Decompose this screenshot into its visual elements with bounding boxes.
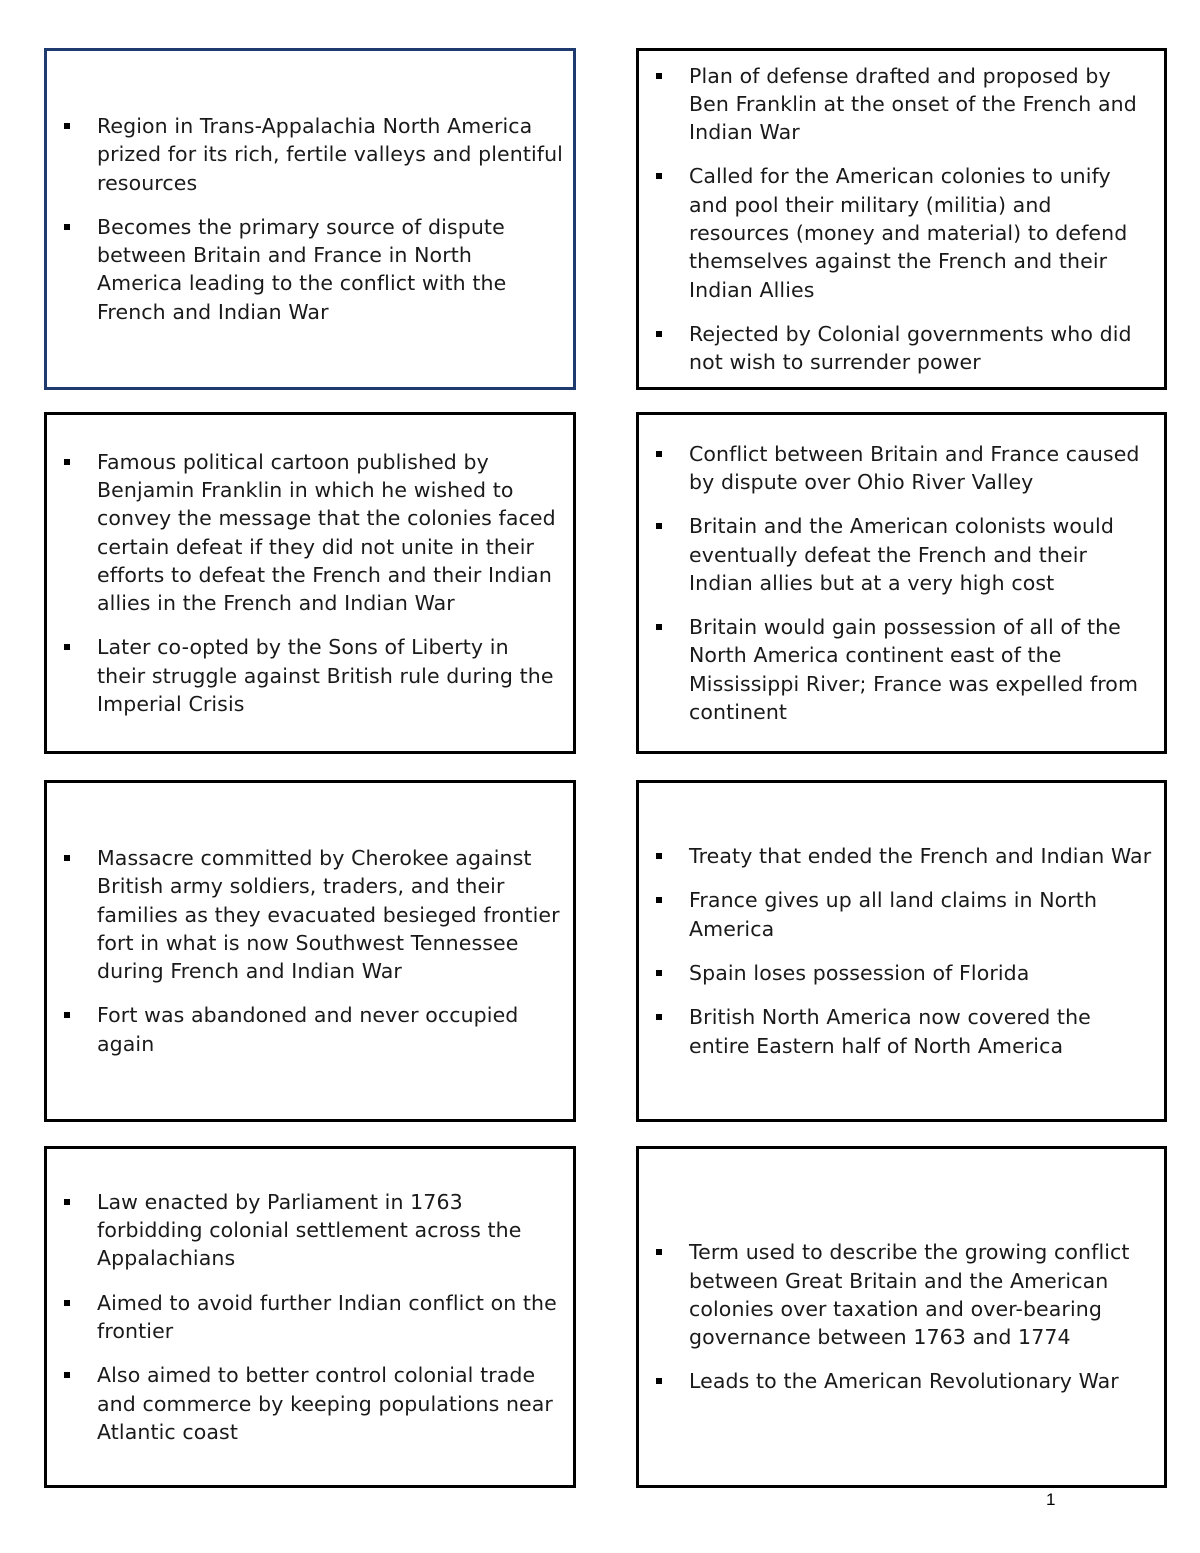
page-number: 1: [1046, 1490, 1056, 1509]
flashcard-6[interactable]: [636, 780, 1167, 1122]
bullet-item: Aimed to avoid further Indian conflict on the frontier: [61, 1289, 563, 1346]
bullet-item: Spain loses possession of Florida: [653, 959, 1154, 987]
bullet-item: Britain would gain possession of all of the North America continent east of the Mississippi River; France was expelled from continent: [653, 613, 1154, 726]
bullet-item: France gives up all land claims in North America: [653, 886, 1154, 943]
bullet-item: Region in Trans-Appalachia North America prized for its rich, fertile valleys and plentiful resources: [61, 112, 563, 197]
flashcard-2[interactable]: [636, 48, 1167, 390]
bullet-item: Massacre committed by Cherokee against British army soldiers, traders, and their families as they evacuated besieged frontier fort in what is now Southwest Tennessee during French and Indian War: [61, 844, 563, 985]
bullet-list: [653, 440, 1154, 727]
bullet-item: British North America now covered the entire Eastern half of North America: [653, 1003, 1154, 1060]
bullet-list: [653, 1238, 1154, 1395]
bullet-item: Britain and the American colonists would eventually defeat the French and their Indian allies but at a very high cost: [653, 512, 1154, 597]
bullet-list: [61, 112, 563, 326]
bullet-item: Rejected by Colonial governments who did not wish to surrender power: [653, 320, 1154, 377]
bullet-item: Conflict between Britain and France caused by dispute over Ohio River Valley: [653, 440, 1154, 497]
bullet-list: [653, 62, 1154, 377]
flashcard-1[interactable]: [44, 48, 576, 390]
bullet-item: Plan of defense drafted and proposed by Ben Franklin at the onset of the French and Indian War: [653, 62, 1154, 147]
flashcard-5[interactable]: [44, 780, 576, 1122]
bullet-item: Leads to the American Revolutionary War: [653, 1367, 1154, 1395]
bullet-item: Fort was abandoned and never occupied again: [61, 1001, 563, 1058]
bullet-item: Also aimed to better control colonial trade and commerce by keeping populations near Atlantic coast: [61, 1361, 563, 1446]
bullet-list: [61, 1188, 563, 1446]
bullet-item: Term used to describe the growing conflict between Great Britain and the American colonies over taxation and over-bearing governance between 1763 and 1774: [653, 1238, 1154, 1351]
bullet-list: [61, 448, 563, 719]
bullet-item: Later co-opted by the Sons of Liberty in their struggle against British rule during the Imperial Crisis: [61, 633, 563, 718]
flashcard-8[interactable]: [636, 1146, 1167, 1488]
bullet-item: Becomes the primary source of dispute between Britain and France in North America leading to the conflict with the French and Indian War: [61, 213, 563, 326]
bullet-item: Law enacted by Parliament in 1763 forbidding colonial settlement across the Appalachians: [61, 1188, 563, 1273]
bullet-list: [61, 844, 563, 1058]
flashcard-7[interactable]: [44, 1146, 576, 1488]
bullet-list: [653, 842, 1154, 1060]
flashcard-4[interactable]: [636, 412, 1167, 754]
bullet-item: Famous political cartoon published by Benjamin Franklin in which he wished to convey the message that the colonies faced certain defeat if they did not unite in their efforts to defeat the French and their Indian allies in the French and Indian War: [61, 448, 563, 618]
bullet-item: Called for the American colonies to unify and pool their military (militia) and resources (money and material) to defend themselves against the French and their Indian Allies: [653, 162, 1154, 303]
bullet-item: Treaty that ended the French and Indian War: [653, 842, 1154, 870]
flashcard-3[interactable]: [44, 412, 576, 754]
